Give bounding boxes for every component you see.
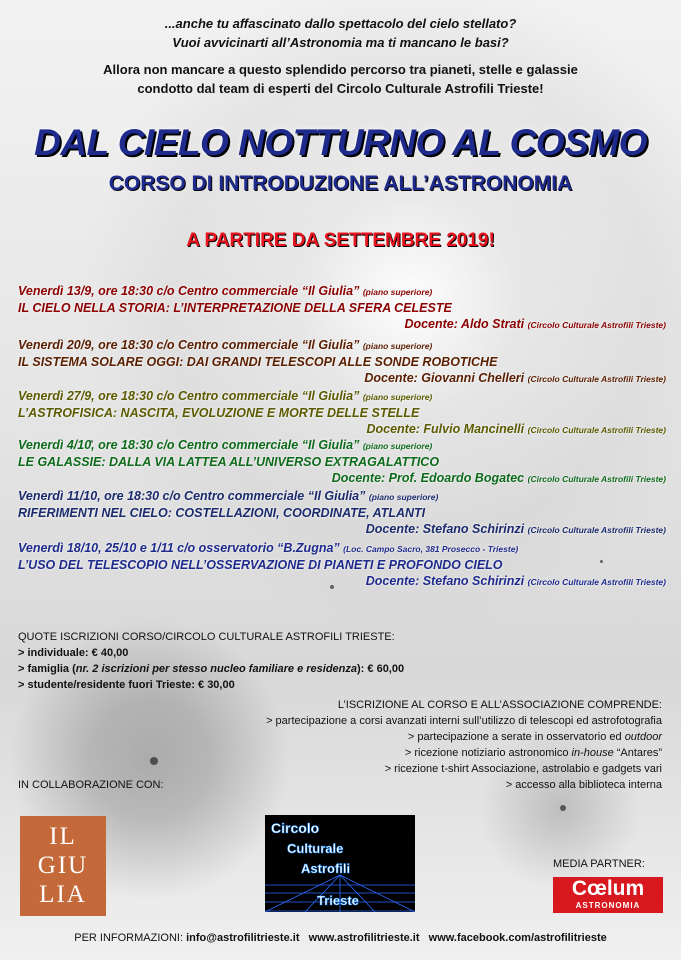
collaboration-label: IN COLLABORAZIONE CON: bbox=[18, 779, 164, 791]
benefit-item: > partecipazione a corsi avanzati interni sull’utilizzo di telescopi ed astrofotografia bbox=[266, 715, 662, 727]
benefit-item: > ricezione notiziario astronomico in-house “Antares” bbox=[404, 747, 662, 759]
benefit-item: > ricezione t-shirt Associazione, astrolabio e gadgets vari bbox=[384, 763, 662, 775]
fee-student: > studente/residente fuori Trieste: € 30,00 bbox=[18, 679, 235, 691]
circolo-word: Trieste bbox=[317, 893, 359, 908]
circolo-word: Astrofili bbox=[301, 861, 351, 876]
intro-line-3: Allora non mancare a questo splendido percorso tra pianeti, stelle e galassie bbox=[103, 62, 578, 77]
lesson-teacher: Docente: Prof. Edoardo Bogatec bbox=[331, 471, 525, 485]
lesson-topic: RIFERIMENTI NEL CIELO: COSTELLAZIONI, COORDINATE, ATLANTI bbox=[18, 506, 426, 520]
lesson-place-note: (piano superiore) bbox=[362, 287, 433, 297]
benefit-item: > accesso alla biblioteca interna bbox=[505, 779, 662, 791]
lesson-when: Venerdì 13/9, ore 18:30 c/o Centro commerciale “Il Giulia” bbox=[18, 284, 360, 298]
lesson-item bbox=[18, 488, 666, 538]
fee-family: > famiglia (nr. 2 iscrizioni per stesso nucleo familiare e residenza): € 60,00 bbox=[18, 663, 405, 675]
fee-individual: > individuale: € 40,00 bbox=[18, 647, 129, 659]
intro-line-2: Vuoi avvicinarti all’Astronomia ma ti mancano le basi? bbox=[172, 35, 509, 50]
lesson-teacher: Docente: Stefano Schirinzi bbox=[365, 522, 525, 536]
footer-facebook-link[interactable]: www.facebook.com/astrofilitrieste bbox=[428, 932, 607, 944]
lesson-item bbox=[18, 540, 666, 590]
fees-section bbox=[18, 629, 404, 693]
lesson-topic: L’USO DEL TELESCOPIO NELL’OSSERVAZIONE DI PIANETI E PROFONDO CIELO bbox=[18, 558, 503, 572]
coelum-logo: Cœlum ASTRONOMIA bbox=[553, 877, 663, 913]
lesson-org: (Circolo Culturale Astrofili Trieste) bbox=[527, 374, 666, 384]
lesson-topic: L’ASTROFISICA: NASCITA, EVOLUZIONE E MORTE DELLE STELLE bbox=[18, 406, 420, 420]
intro-questions bbox=[0, 14, 681, 52]
lesson-place-note: (piano superiore) bbox=[362, 341, 433, 351]
media-partner-label: MEDIA PARTNER: bbox=[553, 858, 645, 870]
lesson-org: (Circolo Culturale Astrofili Trieste) bbox=[527, 525, 666, 535]
lesson-org: (Circolo Culturale Astrofili Trieste) bbox=[527, 425, 666, 435]
lesson-topic: LE GALASSIE: DALLA VIA LATTEA ALL’UNIVERSO EXTRAGALATTICO bbox=[18, 455, 440, 469]
lesson-topic: IL CIELO NELLA STORIA: L’INTERPRETAZIONE DELLA SFERA CELESTE bbox=[18, 301, 452, 315]
lesson-teacher: Docente: Aldo Strati bbox=[404, 317, 525, 331]
lesson-item bbox=[18, 437, 666, 487]
lesson-when: Venerdì 18/10, 25/10 e 1/11 c/o osservatorio “B.Zugna” bbox=[18, 541, 340, 555]
page-subtitle: CORSO DI INTRODUZIONE ALL’ASTRONOMIA bbox=[108, 172, 573, 195]
il-giulia-logo: IL GIU LIA bbox=[20, 816, 106, 916]
star-decoration bbox=[560, 805, 566, 811]
lesson-teacher: Docente: Stefano Schirinzi bbox=[365, 574, 525, 588]
lesson-teacher: Docente: Giovanni Chelleri bbox=[364, 371, 525, 385]
lesson-item bbox=[18, 337, 666, 387]
lesson-org: (Circolo Culturale Astrofili Trieste) bbox=[527, 474, 666, 484]
lesson-item bbox=[18, 283, 666, 333]
intro-description bbox=[0, 60, 681, 98]
benefits-heading: L’ISCRIZIONE AL CORSO E ALL’ASSOCIAZIONE COMPRENDE: bbox=[337, 699, 662, 711]
benefit-item: > partecipazione a serate in osservatorio ed outdoor bbox=[407, 731, 662, 743]
contact-footer bbox=[0, 932, 681, 944]
lesson-when: Venerdì 27/9, ore 18:30 c/o Centro commerciale “Il Giulia” bbox=[18, 389, 360, 403]
footer-label: PER INFORMAZIONI: bbox=[74, 932, 184, 944]
fees-heading: QUOTE ISCRIZIONI CORSO/CIRCOLO CULTURALE ASTROFILI TRIESTE: bbox=[18, 631, 395, 643]
lesson-topic: IL SISTEMA SOLARE OGGI: DAI GRANDI TELESCOPI ALLE SONDE ROBOTICHE bbox=[18, 355, 498, 369]
page-title: DAL CIELO NOTTURNO AL COSMO bbox=[34, 122, 647, 163]
lesson-teacher: Docente: Fulvio Mancinelli bbox=[366, 422, 525, 436]
intro-line-4: condotto dal team di esperti del Circolo Culturale Astrofili Trieste! bbox=[137, 81, 544, 96]
lesson-org: (Circolo Culturale Astrofili Trieste) bbox=[527, 577, 666, 587]
lesson-place-note: (piano superiore) bbox=[368, 492, 439, 502]
lesson-place-note: (piano superiore) bbox=[362, 441, 433, 451]
start-date-banner: A PARTIRE DA SETTEMBRE 2019! bbox=[186, 230, 495, 251]
circolo-astrofili-logo bbox=[265, 815, 415, 912]
circolo-word: Circolo bbox=[271, 820, 320, 836]
benefits-section bbox=[142, 697, 662, 793]
lesson-when: Venerdì 20/9, ore 18:30 c/o Centro commerciale “Il Giulia” bbox=[18, 338, 360, 352]
lesson-item bbox=[18, 388, 666, 438]
lesson-when: Venerdì 4/10, ore 18:30 c/o Centro commerciale “Il Giulia” bbox=[18, 438, 360, 452]
lesson-place-note: (piano superiore) bbox=[362, 392, 433, 402]
circolo-word: Culturale bbox=[287, 841, 344, 856]
lesson-org: (Circolo Culturale Astrofili Trieste) bbox=[527, 320, 666, 330]
footer-email-link[interactable]: info@astrofilitrieste.it bbox=[186, 932, 300, 944]
footer-site-link[interactable]: www.astrofilitrieste.it bbox=[308, 932, 420, 944]
lesson-place-note: (Loc. Campo Sacro, 381 Prosecco - Trieste) bbox=[343, 544, 519, 554]
lesson-when: Venerdì 11/10, ore 18:30 c/o Centro commerciale “Il Giulia” bbox=[18, 489, 366, 503]
intro-line-1: ...anche tu affascinato dallo spettacolo del cielo stellato? bbox=[164, 16, 517, 31]
